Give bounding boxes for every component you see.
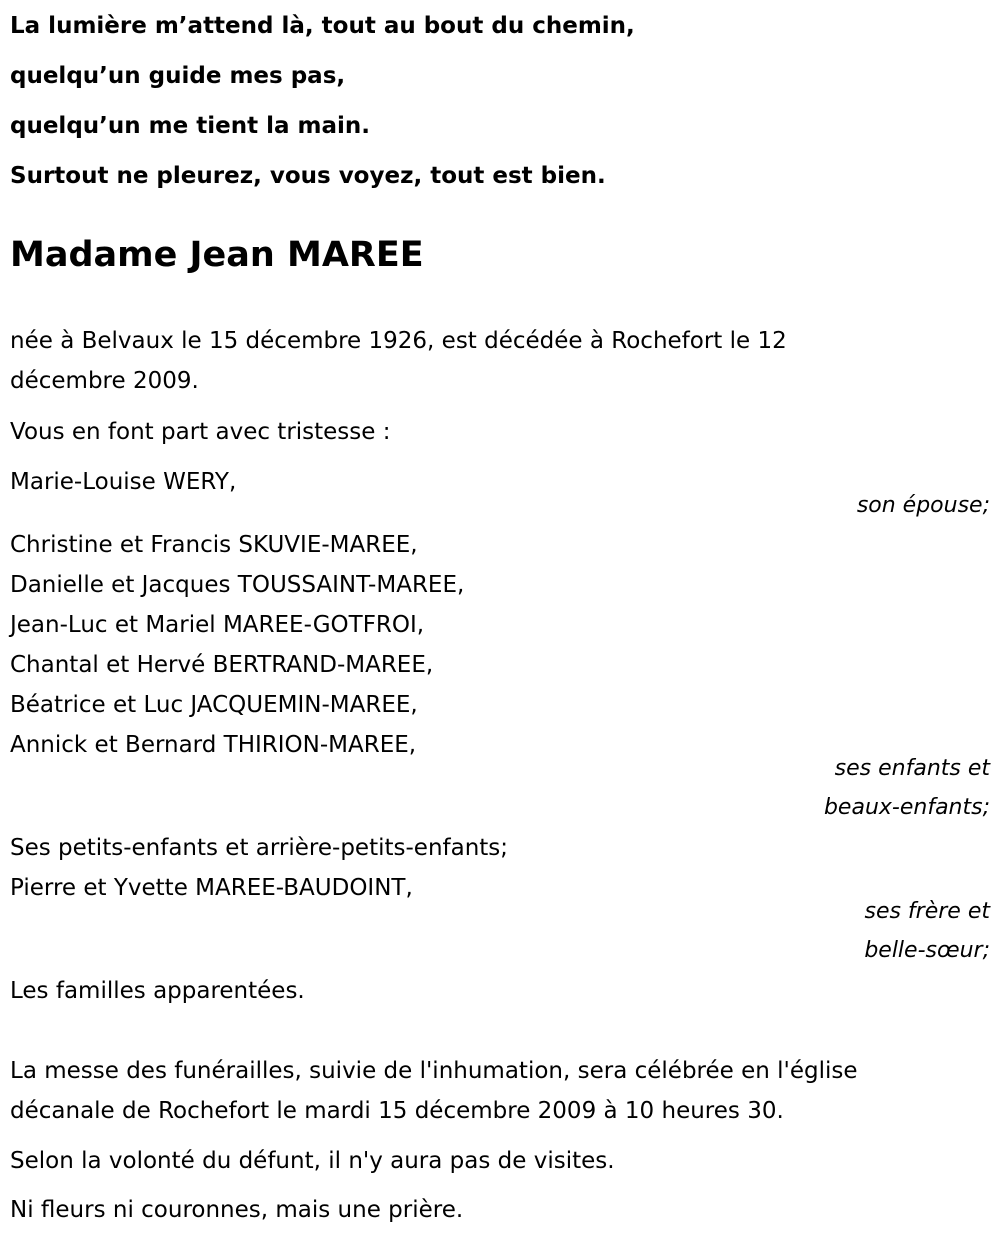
grandchildren-text: Ses petits-enfants et arrière-petits-enfants;	[10, 835, 509, 861]
obituary-page	[10, 0, 990, 1223]
flowers-block	[10, 1190, 990, 1230]
children-role-block	[10, 749, 990, 827]
child-couple: Jean-Luc et Mariel MAREE-GOTFROI,	[10, 612, 425, 638]
siblings-name: Pierre et Yvette MAREE-BAUDOINT,	[10, 875, 413, 901]
announcement-intro	[10, 412, 990, 452]
poem	[10, 0, 990, 201]
siblings-role: ses frère et	[864, 899, 990, 924]
siblings-role: belle-sœur;	[864, 938, 990, 963]
visits-block	[10, 1141, 990, 1181]
spouse-role-block	[10, 486, 990, 525]
poem-line: quelqu’un guide mes pas,	[10, 63, 346, 89]
child-couple: Chantal et Hervé BERTRAND-MAREE,	[10, 652, 434, 678]
funeral-mass-line: La messe des funérailles, suivie de l'inhumation, sera célébrée en l'église	[10, 1058, 858, 1084]
child-couple: Christine et Francis SKUVIE-MAREE,	[10, 532, 418, 558]
funeral-mass-line: décanale de Rochefort le mardi 15 décembre 2009 à 10 heures 30.	[10, 1098, 784, 1124]
relatives-text: Les familles apparentées.	[10, 978, 305, 1004]
funeral-block	[10, 1051, 990, 1131]
children-role: ses enfants et	[834, 756, 990, 781]
children-block	[10, 525, 990, 765]
announcement	[10, 321, 990, 401]
visits-text: Selon la volonté du défunt, il n'y aura pas de visites.	[10, 1148, 615, 1174]
spouse-role: son épouse;	[856, 493, 990, 518]
relatives-block	[10, 971, 990, 1011]
flowers-text: Ni fleurs ni couronnes, mais une prière.	[10, 1197, 464, 1223]
child-couple: Danielle et Jacques TOUSSAINT-MAREE,	[10, 572, 465, 598]
poem-line: quelqu’un me tient la main.	[10, 113, 370, 139]
poem-line: La lumière m’attend là, tout au bout du chemin,	[10, 13, 635, 39]
child-couple: Annick et Bernard THIRION-MAREE,	[10, 732, 417, 758]
children-role: beaux-enfants;	[823, 795, 990, 820]
deceased-name: Madame Jean MAREE	[10, 235, 424, 275]
poem-line: Surtout ne pleurez, vous voyez, tout est bien.	[10, 163, 606, 189]
birth-death-line: décembre 2009.	[10, 368, 199, 394]
siblings-role-block	[10, 892, 990, 970]
spouse-name: Marie-Louise WERY,	[10, 469, 237, 495]
birth-death-line: née à Belvaux le 15 décembre 1926, est décédée à Rochefort le 12	[10, 328, 787, 354]
child-couple: Béatrice et Luc JACQUEMIN-MAREE,	[10, 692, 418, 718]
intro-text: Vous en font part avec tristesse :	[10, 419, 391, 445]
